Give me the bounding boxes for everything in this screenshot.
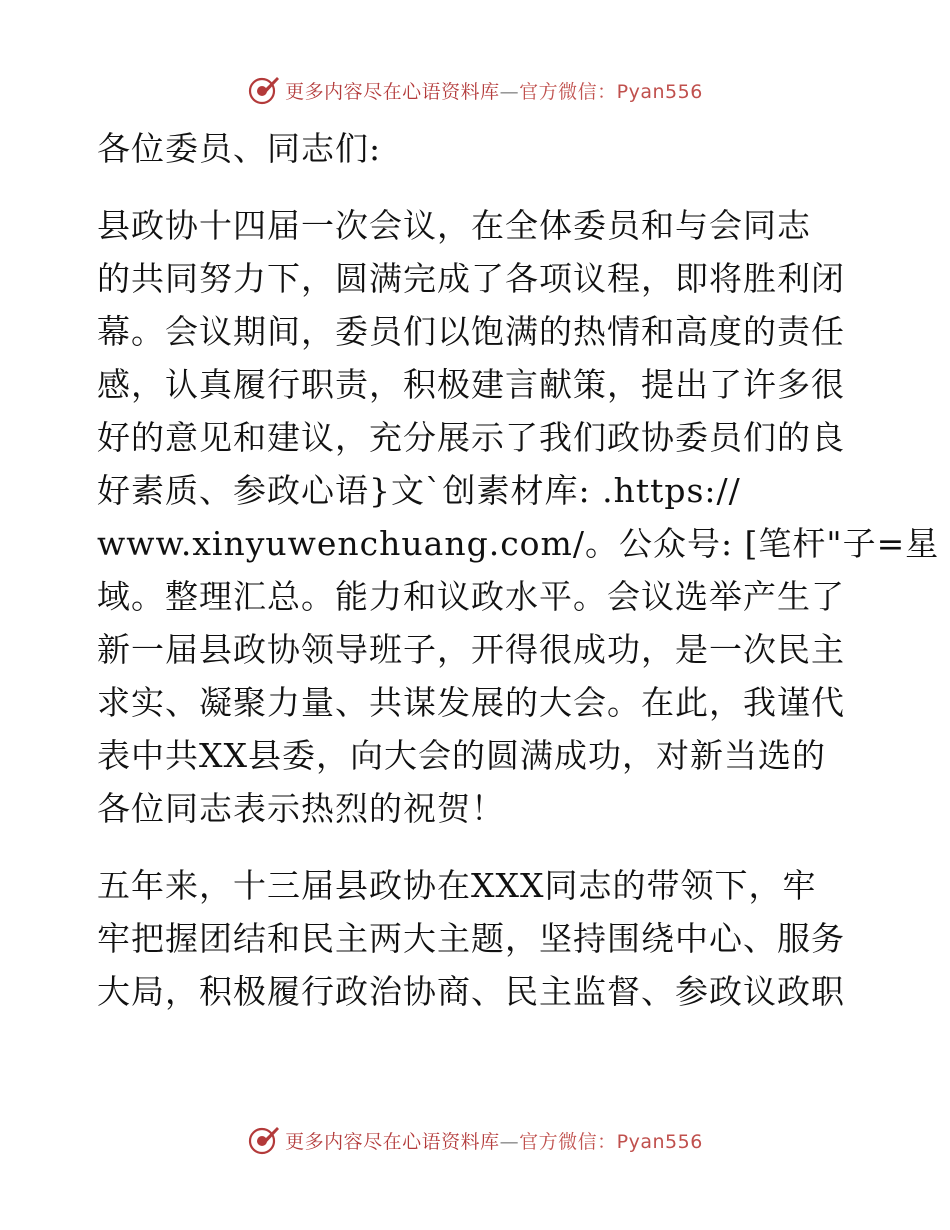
document-body [97, 122, 940, 1018]
salutation: 各位委员、同志们: [97, 129, 382, 168]
text-line: www.xinyuwenchuang.com/。公众号: [笔杆"子=星 [97, 524, 940, 563]
text-line: 好素质、参政心语}文`创素材库: .https:// [97, 471, 741, 510]
text-line: 大局，积极履行政治协商、民主监督、参政议政职 [97, 972, 845, 1011]
footer-watermark-banner [0, 1120, 950, 1160]
text-line: 五年来，十三届县政协在XXX同志的带领下，牢 [97, 866, 817, 905]
watermark-main: 更多内容尽在心语资料库 [285, 1130, 500, 1153]
text-line: 好的意见和建议，充分展示了我们政协委员们的良 [97, 418, 845, 457]
text-line: 求实、凝聚力量、共谋发展的大会。在此，我谨代 [97, 683, 845, 722]
text-line: 感，认真履行职责，积极建言献策，提出了许多很 [97, 365, 845, 404]
text-line: 新一届县政协领导班子，开得很成功，是一次民主 [97, 630, 845, 669]
text-line: 牢把握团结和民主两大主题，坚持围绕中心、服务 [97, 919, 845, 958]
header-watermark-banner [0, 70, 950, 110]
watermark-dash: — [499, 1130, 520, 1153]
paragraph-2 [97, 859, 857, 1018]
paragraph-1 [97, 199, 940, 835]
watermark-dash: — [499, 80, 520, 103]
text-line: 的共同努力下，圆满完成了各项议程，即将胜利闭 [97, 259, 845, 298]
text-line: 域。整理汇总。能力和议政水平。会议选举产生了 [97, 577, 845, 616]
text-line: 县政协十四届一次会议，在全体委员和与会同志 [97, 206, 811, 245]
quill-logo-icon [247, 73, 281, 107]
watermark-text [285, 77, 703, 104]
text-line: 表中共XX县委，向大会的圆满成功，对新当选的 [97, 736, 826, 775]
watermark-main: 更多内容尽在心语资料库 [285, 80, 500, 103]
text-line: 各位同志表示热烈的祝贺！ [97, 789, 505, 828]
watermark-wechat: 官方微信：Pyan556 [519, 1130, 703, 1153]
watermark-wechat: 官方微信：Pyan556 [519, 80, 703, 103]
text-line: 幕。会议期间，委员们以饱满的热情和高度的责任 [97, 312, 845, 351]
watermark-text [285, 1127, 703, 1154]
quill-logo-icon [247, 1123, 281, 1157]
